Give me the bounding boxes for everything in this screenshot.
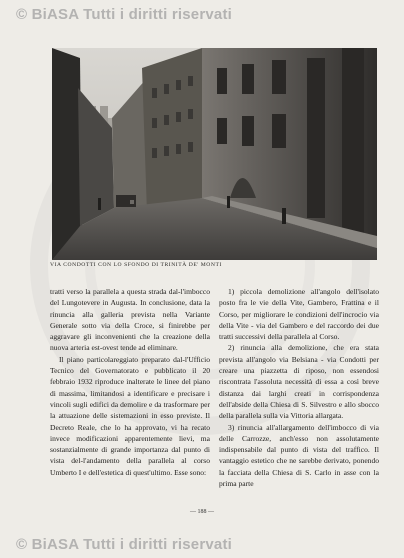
photo-caption: VIA CONDOTTI CON LO SFONDO DI TRINITÀ DE' MONTI <box>50 262 222 268</box>
street-photograph <box>52 48 377 260</box>
paragraph: 3) rinuncia all'allargamento dell'imbocco di via delle Carrozze, anch'esso non assolutamente indispensabile dal punto di vista del traffico. Il vantaggio estetico che ne sarebbe derivato, ponendo la facciata della Chiesa di S. Carlo in asse con la prima parte <box>219 422 379 489</box>
paragraph: tratti verso la parallela a questa strada dal-l'imbocco del Lungotevere in Augusta. In conclusione, data la rinuncia alla galleria prevista nella Variante Generale sotto via della Croce, si finirebbe per aggravare gli inconvenienti che la creazione della nuova arteria est-ovest tende ad eliminare. <box>50 287 210 353</box>
paragraph: 1) piccola demolizione all'angolo dell'isolato posto fra le vie della Vite, Gambero, Frattina e il Corso, per migliorare le condizioni dell'incrocio via della Vite - via del Gambero e del raccordo dei due tratti successivi della parallela al Corso. <box>219 287 379 342</box>
paragraph: Il piano particolareggiato preparato dal-l'Ufficio Tecnico del Governatorato e pubblicato il 20 febbraio 1932 riproduce inalterate le linee del piano di massima, limitandosi a identificare e precisare i vincoli sugli edifici da demolire e da trasformare per la attuazione delle sistemazioni in esso previste. Il Decreto Reale, che lo ha approvato, vi ha recato invece modificazioni apparentemente lievi, ma sostanzialmente di grande importanza dal punto di vista del-l'andamento della parallela al corso Umberto I e dell'estetica di quest'ultimo. Esse sono: <box>50 354 210 477</box>
watermark-bottom: © BiASA Tutti i diritti riservati <box>16 536 233 553</box>
page-number: — 188 — <box>190 509 214 515</box>
watermark-top: © BiASA Tutti i diritti riservati <box>16 6 233 23</box>
left-text-column <box>50 286 210 478</box>
paragraph: 2) rinuncia alla demolizione, che era stata prevista all'angolo via Belsiana - via Condotti per creare una piazzetta di riposo, non essendosi riscontrata l'assoluta necessità di essa a così breve distanza dai larghi creati in corrispondenza dell'abside della Chiesa di S. Silvestro e allo sbocco della parallela sulla via Vittoria allargata. <box>219 343 379 421</box>
right-text-column <box>219 286 379 489</box>
